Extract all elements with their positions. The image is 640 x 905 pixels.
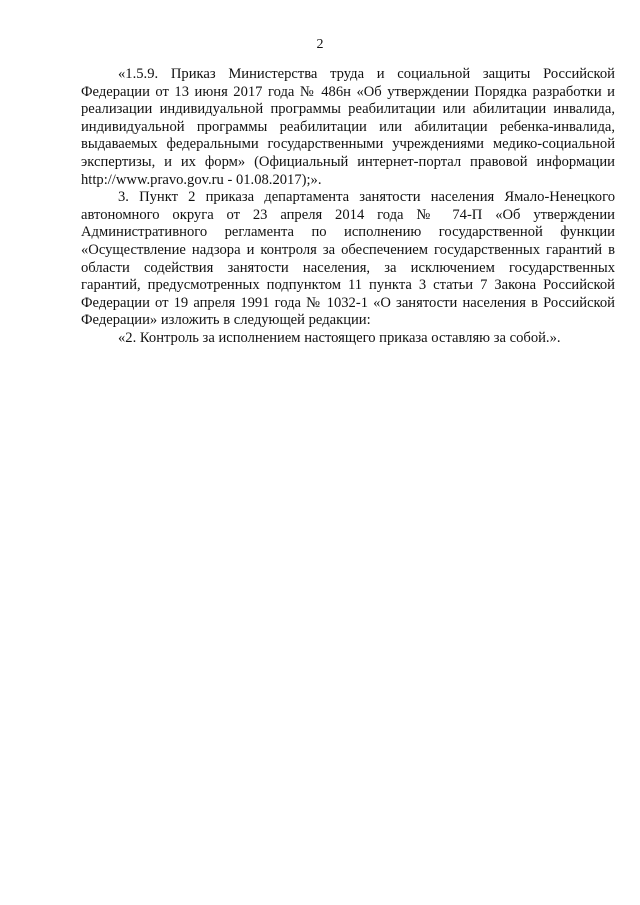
page-number: 2	[316, 37, 324, 52]
paragraph-item-1-5-9: «1.5.9. Приказ Министерства труда и социальной защиты Российской Федерации от 13 июня 2017 года № 486н «Об утверждении Порядка разработки и реализации индивидуальной программы реабилитации или абилитации инвалида, индивидуальной программы реабилитации или абилитации ребенка-инвалида, выдаваемых федеральными государственными учреждениями медико-социальной экспертизы, и их форм» (Официальный интернет-портал правовой информации http://www.pravo.gov.ru - 01.08.2017);».	[81, 66, 615, 188]
paragraph-item-3: 3. Пункт 2 приказа департамента занятости населения Ямало-Ненецкого автономного округа от 23 апреля 2014 года № 74-П «Об утверждении Административного регламента по исполнению государственной функции «Осуществление надзора и контроля за обеспечением государственных гарантий в области содействия занятости населения, за исключением государственных гарантий, предусмотренных подпунктом 11 пункта 3 статьи 7 Закона Российской Федерации от 19 апреля 1991 года № 1032-1 «О занятости населения в Российской Федерации» изложить в следующей редакции:	[81, 189, 615, 329]
paragraph-control-clause: «2. Контроль за исполнением настоящего приказа оставляю за собой.».	[118, 329, 561, 346]
document-body	[81, 66, 615, 348]
